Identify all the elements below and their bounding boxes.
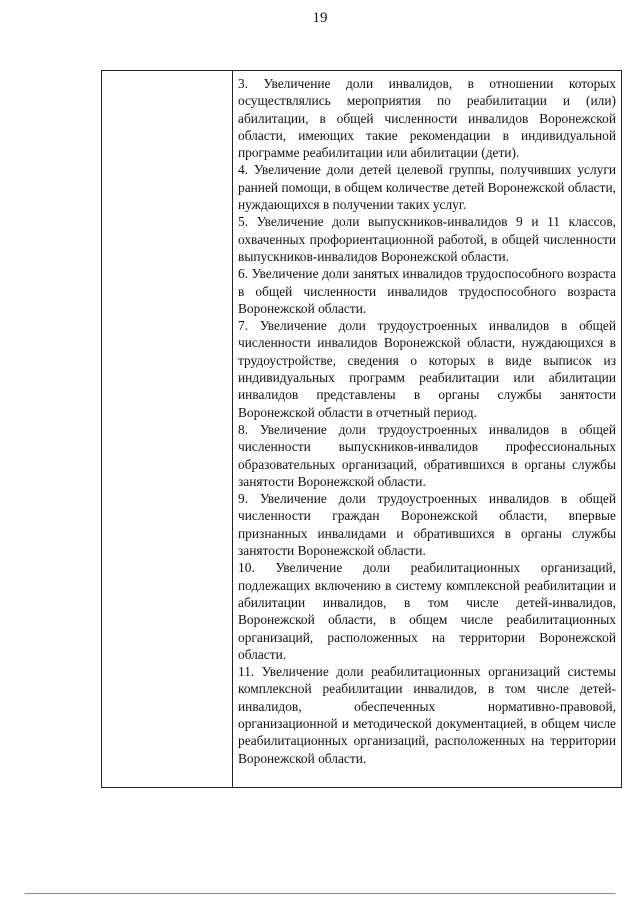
indicator-item-7: 7. Увеличение доли трудоустроенных инвалидов в общей численности инвалидов Воронежской области, нуждающихся в трудоустройстве, сведения о которых в виде выписок из индивидуальных программ реабилитации или абилитации инвалидов представлены в органы службы занятости Воронежской области в отчетный период. (238, 318, 616, 420)
indicator-item-8: 8. Увеличение доли трудоустроенных инвалидов в общей численности выпускников-инвалидов профессиональных образовательных организаций, обратившихся в органы службы занятости Воронежской области. (238, 421, 616, 489)
table-left-cell (102, 71, 232, 787)
indicator-item-3: 3. Увеличение доли инвалидов, в отношении которых осуществлялись мероприятия по реабилитации и (или) абилитации, в общей численности инвалидов Воронежской области, имеющих такие рекомендации в индивидуальной программе реабилитации или абилитации (дети). (238, 76, 616, 161)
indicator-item-5: 5. Увеличение доли выпускников-инвалидов 9 и 11 классов, охваченных профориентационной работой, в общей численности выпускников-инвалидов Воронежской области. (238, 214, 616, 264)
indicators-table (101, 70, 622, 788)
table-right-cell (238, 75, 616, 767)
indicator-item-11: 11. Увеличение доли реабилитационных организаций системы комплексной реабилитации инвалидов, в том числе детей-инвалидов, обеспеченных нормативно-правовой, организационной и методической документацией, в общем числе реабилитационных организаций, расположенных на территории Воронежской области. (238, 664, 616, 766)
indicator-item-9: 9. Увеличение доли трудоустроенных инвалидов в общей численности граждан Воронежской области, впервые признанных инвалидами и обратившихся в органы службы занятости Воронежской области. (238, 491, 616, 559)
indicator-item-6: 6. Увеличение доли занятых инвалидов трудоспособного возраста в общей численности инвалидов трудоспособного возраста Воронежской области. (238, 266, 616, 316)
indicator-item-4: 4. Увеличение доли детей целевой группы, получивших услуги ранней помощи, в общем количестве детей Воронежской области, нуждающихся в получении таких услуг. (238, 162, 616, 213)
page-number: 19 (312, 10, 328, 26)
column-divider (232, 71, 233, 787)
indicator-item-10: 10. Увеличение доли реабилитационных организаций, подлежащих включению в систему комплексной реабилитации и абилитации инвалидов, в том числе детей-инвалидов, Воронежской области, в общем числе реабилитационных организаций, расположенных на территории Воронежской области. (238, 560, 616, 662)
bottom-rule (25, 893, 615, 894)
